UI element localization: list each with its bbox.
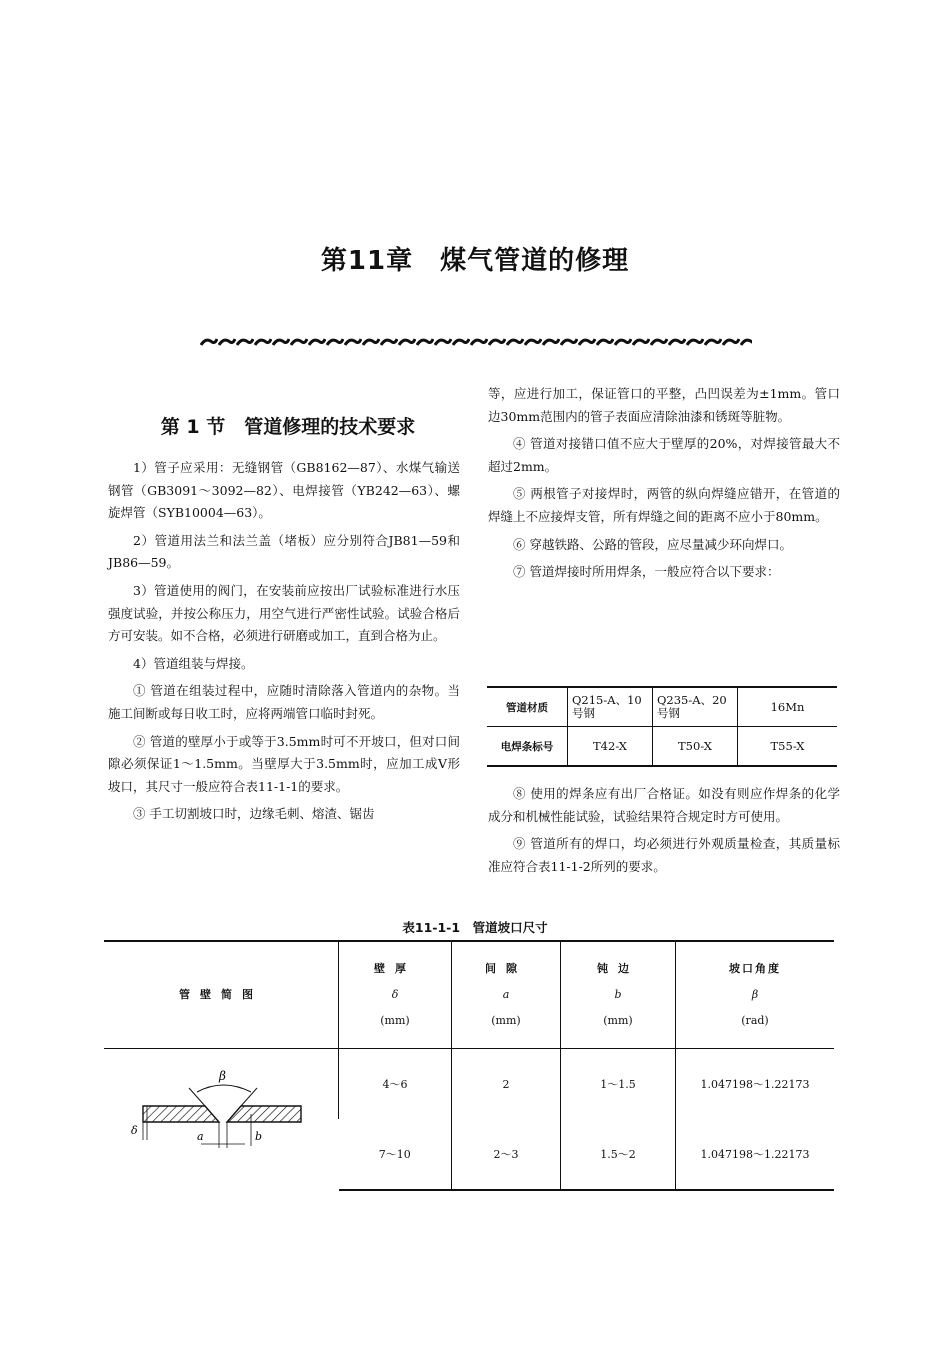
table-cell: T55-X [738, 727, 838, 767]
table-cell: Q215-A、10号钢 [568, 687, 653, 727]
table-cell: Q235-A、20号钢 [653, 687, 738, 727]
table-cell: 1.047198～1.22173 [676, 1049, 835, 1120]
table-cell: 1～1.5 [561, 1049, 676, 1120]
b-label: b [255, 1130, 263, 1143]
table-cell: 1.5～2 [561, 1119, 676, 1190]
table-cell: T50-X [653, 727, 738, 767]
table-row [487, 727, 837, 767]
column-header [676, 941, 835, 1049]
column-header [104, 941, 339, 1049]
paragraph: ① 管道在组装过程中，应随时清除落入管道内的杂物。当施工间断或每日收工时，应将两端管口临时封死。 [108, 683, 460, 721]
header-name: 钝边 [597, 962, 639, 975]
header-symbol: β [751, 988, 759, 1001]
electrode-table [487, 686, 837, 767]
column-header [452, 941, 561, 1049]
header-unit: (mm) [380, 1014, 410, 1027]
paragraph: ⑧ 使用的焊条应有出厂合格证。如没有则应作焊条的化学成分和机械性能试验，试验结果符合规定时方可使用。 [488, 786, 840, 824]
paragraph: ⑥ 穿越铁路、公路的管段，应尽量减少环向焊口。 [513, 536, 792, 552]
table-cell: 电焊条标号 [487, 727, 568, 767]
beta-label: β [219, 1069, 226, 1083]
header-symbol: δ [391, 988, 399, 1001]
ornament-divider [200, 335, 752, 349]
paragraph: ⑤ 两根管子对接焊时，两管的纵向焊缝应错开，在管道的焊缝上不应接焊支管，所有焊缝之间的距离不应小于80mm。 [488, 486, 840, 524]
header-unit: (mm) [603, 1014, 633, 1027]
bevel-size-table [104, 940, 834, 1191]
header-symbol: b [614, 988, 622, 1001]
section-title: 第 1 节 管道修理的技术要求 [160, 416, 416, 438]
v-groove-diagram [105, 1050, 337, 1186]
table-cell: 2 [452, 1049, 561, 1120]
paragraph: ⑨ 管道所有的焊口，均必须进行外观质量检查，其质量标准应符合表11-1-2所列的要求。 [488, 836, 840, 874]
chapter-title: 第11章 煤气管道的修理 [320, 246, 630, 276]
table-cell: 管道材质 [487, 687, 568, 727]
paragraph: 2）管道用法兰和法兰盖（堵板）应分别符合JB81—59和JB86—59。 [108, 532, 460, 571]
left-column [108, 457, 460, 831]
table-header-row [104, 941, 834, 1049]
table-cell: 16Mn [738, 687, 838, 727]
paragraph: 1）管子应采用：无缝钢管（GB8162—87）、水煤气输送钢管（GB3091～3092—82）、电焊接管（YB242—63）、螺旋焊管（SYB10004—63）。 [108, 460, 460, 521]
table-row [487, 687, 837, 727]
paragraph: ③ 手工切割坡口时，边缘毛刺、熔渣、锯齿 [133, 806, 375, 822]
table-cell: 7～10 [339, 1119, 452, 1190]
paragraph: 3）管道使用的阀门，在安装前应按出厂试验标准进行水压强度试验，并按公称压力，用空气进行严密性试验。试验合格后方可安装。如不合格，必须进行研磨或加工，直到合格为止。 [108, 582, 460, 644]
table-row [104, 1049, 834, 1120]
right-column-bottom [488, 783, 840, 883]
header-symbol: a [502, 988, 510, 1001]
a-label: a [197, 1130, 204, 1143]
table-cell: 2～3 [452, 1119, 561, 1190]
header-name: 管壁简图 [179, 988, 263, 1001]
column-header [339, 941, 452, 1049]
header-name: 壁厚 [374, 962, 416, 975]
table-caption: 表11-1-1 管道坡口尺寸 [402, 920, 548, 935]
right-column-top [488, 383, 840, 589]
paragraph: 等，应进行加工，保证管口的平整，凸凹误差为±1mm。管口边30mm范围内的管子表面应清除油漆和锈斑等脏物。 [488, 386, 840, 424]
paragraph: 4）管道组装与焊接。 [133, 655, 254, 671]
column-header [561, 941, 676, 1049]
paragraph: ④ 管道对接错口值不应大于壁厚的20%，对焊接管最大不超过2mm。 [488, 436, 840, 474]
table-cell: 1.047198～1.22173 [676, 1119, 835, 1190]
table-cell: 4～6 [339, 1049, 452, 1120]
header-unit: (rad) [741, 1014, 769, 1027]
paragraph: ② 管道的壁厚小于或等于3.5mm时可不开坡口，但对口间隙必须保证1～1.5mm。当壁厚大于3.5mm时，应加工成V形坡口，其尺寸一般应符合表11-1-1的要求。 [108, 733, 460, 794]
header-unit: (mm) [491, 1014, 521, 1027]
header-name: 间隙 [485, 962, 527, 975]
header-name: 坡口角度 [729, 962, 781, 975]
paragraph: ⑦ 管道焊接时所用焊条，一般应符合以下要求： [513, 564, 780, 580]
delta-label: δ [131, 1124, 138, 1137]
bevel-diagram-cell [104, 1049, 339, 1191]
table-cell: T42-X [568, 727, 653, 767]
